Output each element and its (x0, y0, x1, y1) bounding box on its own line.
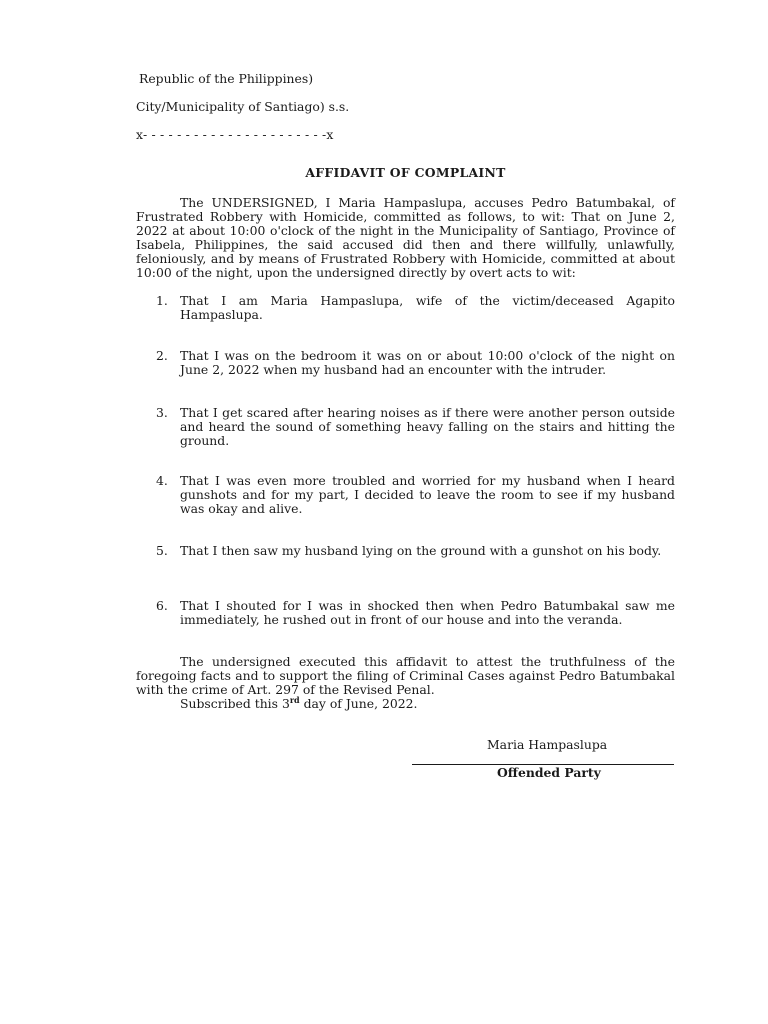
item-number: 3. (156, 405, 168, 420)
item-number: 6. (156, 598, 168, 613)
signatory-name: Maria Hampaslupa (487, 737, 608, 752)
item-number: 5. (156, 543, 168, 558)
item-text: That I was even more troubled and worried for my husband when I heard gunshots and for my part, I decided to leave the room to see if my husband was okay and alive. (180, 473, 675, 516)
item-text: That I am Maria Hampaslupa, wife of the victim/deceased Agapito Hampaslupa. (180, 293, 675, 322)
item-number: 1. (156, 293, 168, 308)
intro-paragraph: The UNDERSIGNED, I Maria Hampaslupa, accuses Pedro Batumbakal, of Frustrated Robbery with Homicide, committed as follows, to wit: That on June 2, 2022 at about 10:00 o'clock of the night in the Municipality of Santiago, Province of Isabela, Philippines, the said accused did then and there willfully, unlawfully, feloniously, and by means of Frustrated Robbery with Homicide, committed at about 10:00 of the night, upon the undersigned directly by overt acts to wit: (136, 195, 675, 280)
ordinal-suffix: rd (289, 695, 300, 705)
list-item (156, 474, 675, 516)
list-item (156, 406, 675, 448)
subscription-text: Subscribed this 3 (180, 696, 290, 711)
item-text: That I shouted for I was in shocked then when Pedro Batumbakal saw me immediately, he rushed out in front of our house and into the veranda. (180, 598, 675, 627)
subscription-line (180, 697, 417, 711)
subscription-date: day of June, 2022. (299, 696, 418, 711)
item-number: 2. (156, 348, 168, 363)
header-separator: x- - - - - - - - - - - - - - - - - - - - - -x (136, 127, 334, 142)
item-text: That I get scared after hearing noises as if there were another person outside and heard the sound of something heavy falling on the stairs and hitting the ground. (180, 405, 675, 448)
list-item (156, 349, 675, 377)
document-title: AFFIDAVIT OF COMPLAINT (305, 165, 506, 180)
item-text: That I then saw my husband lying on the ground with a gunshot on his body. (180, 543, 662, 558)
list-item (156, 544, 675, 558)
list-item (156, 294, 675, 322)
header-municipality: City/Municipality of Santiago) s.s. (136, 99, 350, 114)
closing-paragraph: The undersigned executed this affidavit to attest the truthfulness of the foregoing facts and to support the filing of Criminal Cases against Pedro Batumbakal with the crime of Art. 297 of the Revised Penal. (136, 654, 675, 697)
item-text: That I was on the bedroom it was on or about 10:00 o'clock of the night on June 2, 2022 when my husband had an encounter with the intruder. (180, 348, 675, 377)
signatory-role: Offended Party (497, 765, 601, 780)
header-republic: Republic of the Philippines) (139, 71, 314, 86)
item-number: 4. (156, 473, 168, 488)
list-item (156, 599, 675, 627)
